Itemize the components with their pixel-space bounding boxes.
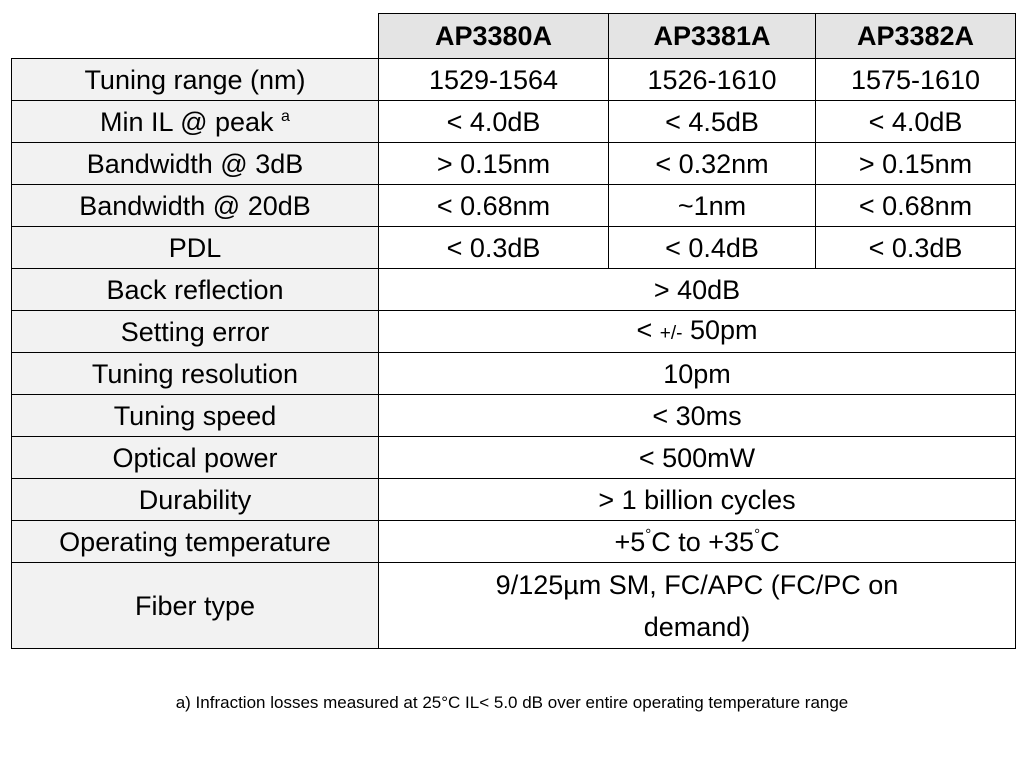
row-operating-temperature [12,521,1016,563]
row-label-tuning-range: Tuning range (nm) [12,59,379,101]
header-corner-cell [12,14,379,59]
cell-min-il-ap3380a: < 4.0dB [379,101,609,143]
row-label-pdl: PDL [12,227,379,269]
cell-bandwidth-3db-ap3380a: > 0.15nm [379,143,609,185]
row-bandwidth-20db [12,185,1016,227]
footnote-marker: a [281,107,290,125]
row-fiber-type [12,563,1016,649]
cell-bandwidth-20db-ap3380a: < 0.68nm [379,185,609,227]
cell-durability: > 1 billion cycles [379,479,1016,521]
cell-tuning-resolution: 10pm [379,353,1016,395]
row-label-tuning-resolution: Tuning resolution [12,353,379,395]
cell-pdl-ap3382a: < 0.3dB [816,227,1016,269]
row-tuning-resolution [12,353,1016,395]
footnote: a) Infraction losses measured at 25°C IL< 5.0 dB over entire operating temperature range [175,693,849,712]
cell-operating-temperature [379,521,1016,563]
cell-min-il-ap3381a: < 4.5dB [609,101,816,143]
model-header-ap3380a: AP3380A [379,14,609,59]
cell-bandwidth-3db-ap3381a: < 0.32nm [609,143,816,185]
row-label-operating-temperature: Operating temperature [12,521,379,563]
cell-min-il-ap3382a: < 4.0dB [816,101,1016,143]
setting-error-plus-minus: +/- [659,322,683,344]
cell-optical-power: < 500mW [379,437,1016,479]
temperature-range-text: C to +35 [651,526,755,557]
cell-pdl-ap3381a: < 0.4dB [609,227,816,269]
row-pdl [12,227,1016,269]
row-optical-power [12,437,1016,479]
row-back-reflection [12,269,1016,311]
row-label-tuning-speed: Tuning speed [12,395,379,437]
cell-setting-error [379,311,1016,353]
fiber-type-line-2: demand) [643,611,751,642]
row-label-bandwidth-3db: Bandwidth @ 3dB [12,143,379,185]
model-header-ap3382a: AP3382A [816,14,1016,59]
cell-tuning-speed: < 30ms [379,395,1016,437]
degree-mark: ° [645,525,652,543]
cell-pdl-ap3380a: < 0.3dB [379,227,609,269]
model-header-ap3381a: AP3381A [609,14,816,59]
header-row [12,14,1016,59]
row-label-bandwidth-20db: Bandwidth @ 20dB [12,185,379,227]
row-bandwidth-3db [12,143,1016,185]
row-label-min-il [12,101,379,143]
row-durability [12,479,1016,521]
cell-bandwidth-3db-ap3382a: > 0.15nm [816,143,1016,185]
row-tuning-speed [12,395,1016,437]
row-label-optical-power: Optical power [12,437,379,479]
row-setting-error [12,311,1016,353]
cell-tuning-range-ap3380a: 1529-1564 [379,59,609,101]
specifications-table [11,13,1016,649]
temperature-unit: C [760,526,780,557]
degree-mark: ° [754,525,761,543]
cell-tuning-range-ap3382a: 1575-1610 [816,59,1016,101]
row-label-durability: Durability [12,479,379,521]
row-label-setting-error: Setting error [12,311,379,353]
cell-fiber-type [379,563,1016,649]
cell-tuning-range-ap3381a: 1526-1610 [609,59,816,101]
min-il-label-text: Min IL @ peak [100,106,274,137]
row-label-fiber-type: Fiber type [12,563,379,649]
cell-bandwidth-20db-ap3381a: ~1nm [609,185,816,227]
row-tuning-range [12,59,1016,101]
temperature-min: +5 [614,526,646,557]
setting-error-prefix: < [636,314,653,345]
row-label-back-reflection: Back reflection [12,269,379,311]
fiber-type-line-1: 9/125µm SM, FC/APC (FC/PC on [495,569,899,600]
cell-back-reflection: > 40dB [379,269,1016,311]
setting-error-value: 50pm [689,314,758,345]
row-min-il [12,101,1016,143]
cell-bandwidth-20db-ap3382a: < 0.68nm [816,185,1016,227]
